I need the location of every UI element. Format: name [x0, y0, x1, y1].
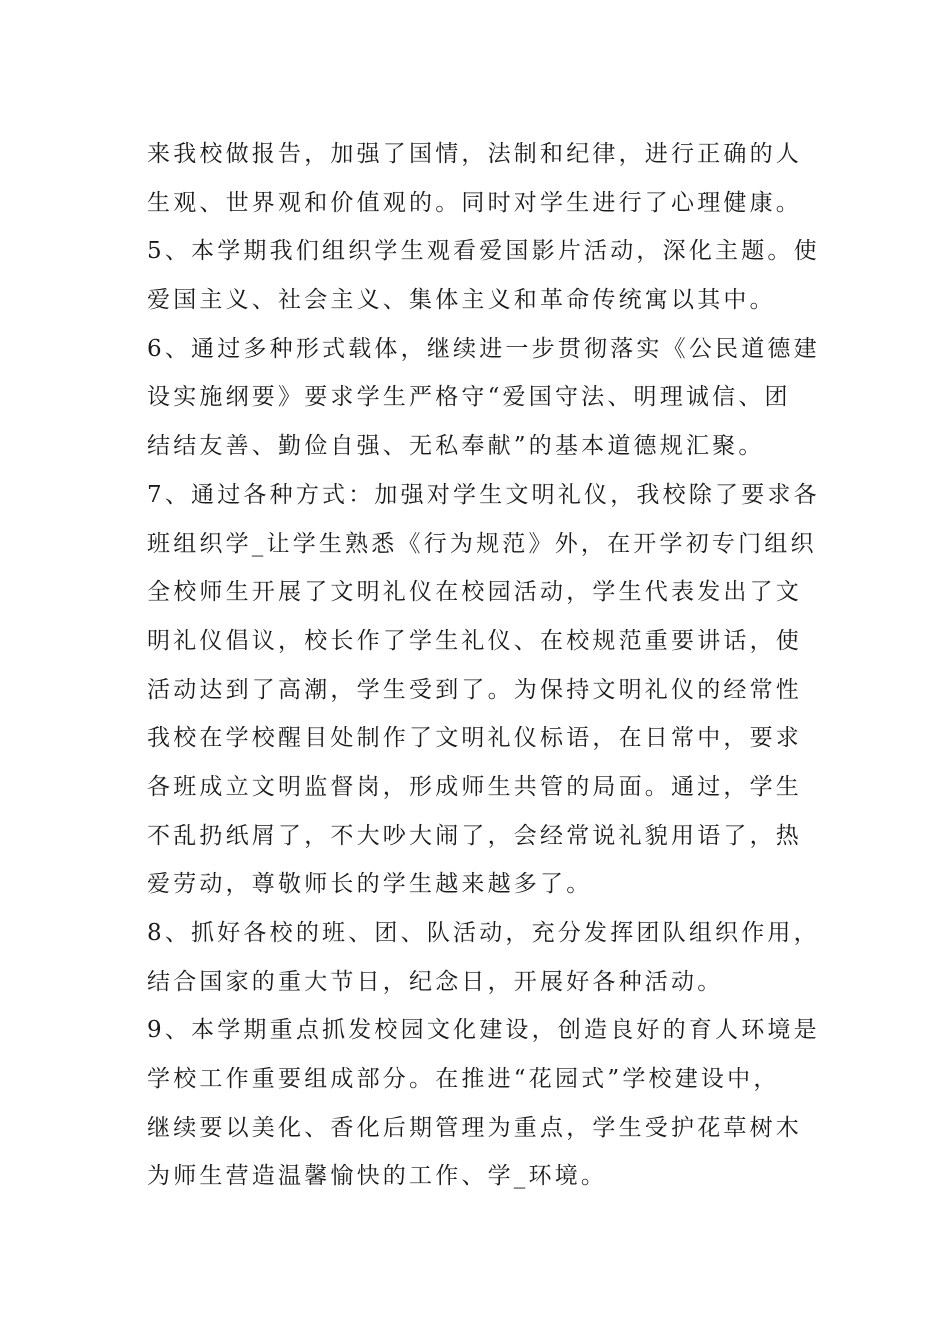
text-line: 生观、世界观和价值观的。同时对学生进行了心理健康。 — [147, 189, 802, 216]
text-line: 8、抓好各校的班、团、队活动，充分发挥团队组织作用， — [147, 920, 820, 946]
text-line: 活动达到了高潮，学生受到了。为保持文明礼仪的经常性 — [147, 676, 802, 703]
text-line: 为师生营造温馨愉快的工作、学_环境。 — [147, 1163, 608, 1190]
text-line: 来我校做报告，加强了国情，法制和纪律，进行正确的人 — [147, 141, 802, 167]
text-line: 明礼仪倡议，校长作了学生礼仪、在校规范重要讲话，使 — [147, 627, 802, 654]
text-line: 6、通过多种形式载体，继续进一步贯彻落实《公民道德建 — [147, 335, 820, 362]
text-line: 继续要以美化、香化后期管理为重点，学生受护花草树木 — [147, 1114, 802, 1141]
document-body — [147, 130, 820, 1201]
text-line: 设实施纲要》要求学生严格守“爱国守法、明理诚信、团 — [147, 384, 791, 411]
text-line: 结结友善、勤俭自强、无私奉献”的基本道德规汇聚。 — [147, 433, 765, 460]
text-line: 爱国主义、社会主义、集体主义和革命传统寓以其中。 — [147, 287, 776, 314]
text-line: 不乱扔纸屑了，不大吵大闹了，会经常说礼貌用语了，热 — [147, 822, 802, 849]
text-line: 各班成立文明监督岗，形成师生共管的局面。通过，学生 — [147, 773, 802, 800]
text-line: 全校师生开展了文明礼仪在校园活动，学生代表发出了文 — [147, 579, 802, 606]
text-line: 7、通过各种方式：加强对学生文明礼仪，我校除了要求各 — [147, 481, 820, 508]
text-line: 9、本学期重点抓发校园文化建设，创造良好的育人环境是 — [147, 1017, 820, 1044]
text-line: 班组织学_让学生熟悉《行为规范》外，在开学初专门组织 — [147, 530, 817, 557]
text-line: 5、本学期我们组织学生观看爱国影片活动，深化主题。使 — [147, 238, 820, 265]
text-line: 爱劳动，尊敬师长的学生越来越多了。 — [147, 871, 593, 898]
text-line: 学校工作重要组成部分。在推进“花园式”学校建设中， — [147, 1066, 780, 1093]
text-line: 结合国家的重大节日，纪念日，开展好各种活动。 — [147, 968, 724, 995]
text-line: 我校在学校醒目处制作了文明礼仪标语，在日常中，要求 — [147, 725, 802, 752]
